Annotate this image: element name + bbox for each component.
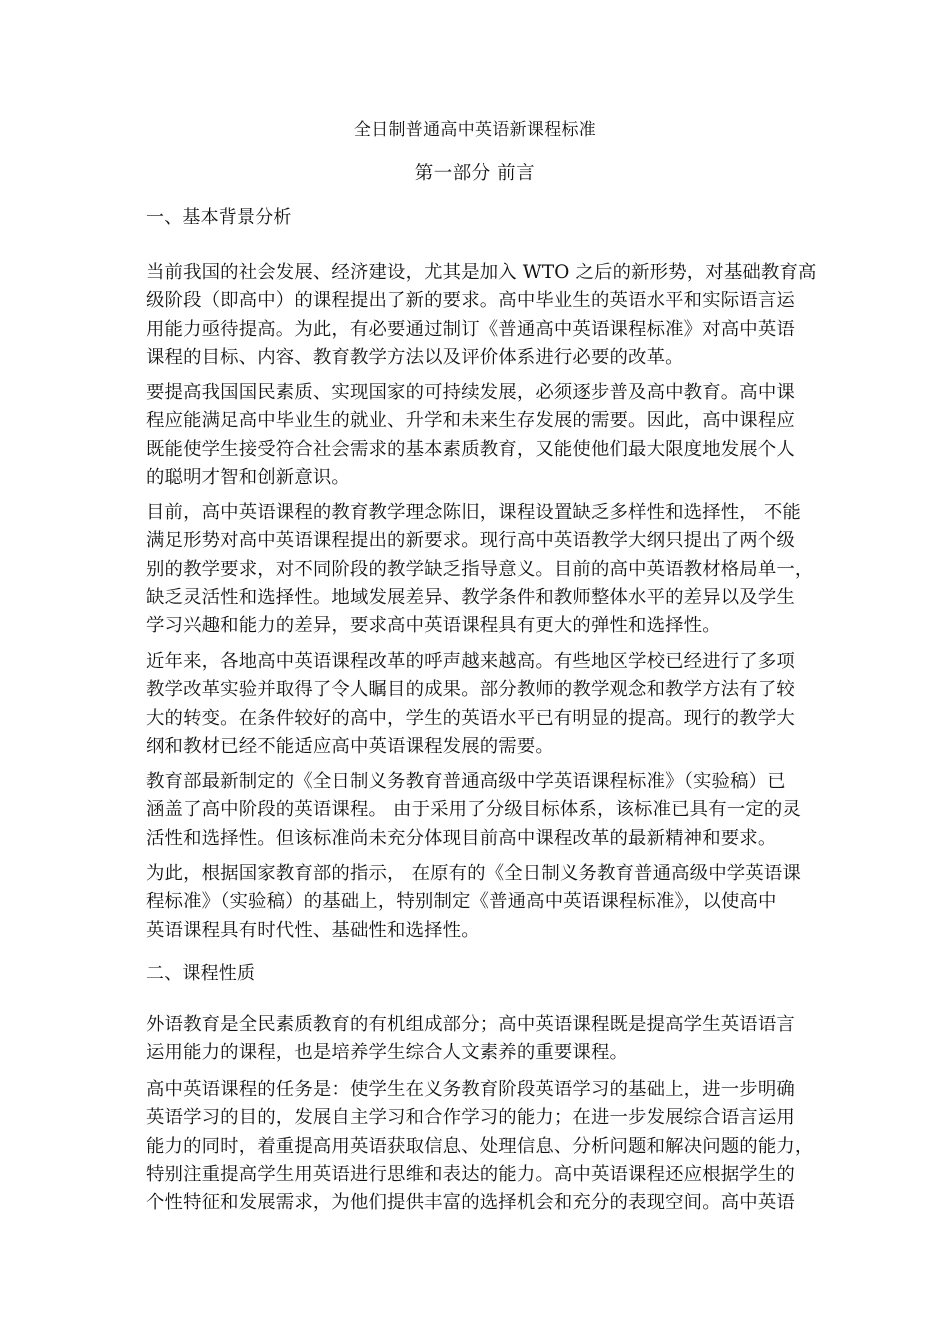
text-line: 外语教育是全民素质教育的有机组成部分；高中英语课程既是提高学生英语语言 xyxy=(146,1014,795,1035)
text-line: 英语学习的目的，发展自主学习和合作学习的能力；在进一步发展综合语言运用 xyxy=(146,1107,795,1129)
text-line: 近年来，各地高中英语课程改革的呼声越来越高。有些地区学校已经进行了多项 xyxy=(146,651,795,672)
text-line: 级阶段（即高中）的课程提出了新的要求。高中毕业生的英语水平和实际语言运 xyxy=(146,290,795,312)
paragraph-background-1 xyxy=(146,259,816,372)
text-line: 当前我国的社会发展、经济建设，尤其是加入 WTO 之后的新形势，对基础教育高 xyxy=(146,262,817,283)
paragraph-nature-1 xyxy=(146,1011,816,1068)
section-heading-nature: 二、课程性质 xyxy=(146,963,256,984)
text-line: 程应能满足高中毕业生的就业、升学和未来生存发展的需要。因此，高中课程应 xyxy=(146,410,795,432)
text-line: 运用能力的课程，也是培养学生综合人文素养的重要课程。 xyxy=(146,1042,629,1064)
text-line: 能力的同时，着重提高用英语获取信息、处理信息、分析问题和解决问题的能力， xyxy=(146,1135,814,1157)
text-line: 教学改革实验并取得了令人瞩目的成果。部分教师的教学观念和教学方法有了较 xyxy=(146,679,795,701)
text-line: 目前，高中英语课程的教育教学理念陈旧，课程设置缺乏多样性和选择性， 不能 xyxy=(146,502,801,523)
paragraph-background-3 xyxy=(146,499,816,640)
section-heading-background: 一、基本背景分析 xyxy=(146,207,292,228)
part-title: 第一部分 前言 xyxy=(414,163,536,184)
text-line: 大的转变。在条件较好的高中，学生的英语水平已有明显的提高。现行的教学大 xyxy=(146,707,795,729)
paragraph-nature-2 xyxy=(146,1076,816,1217)
text-line: 学习兴趣和能力的差异，要求高中英语课程具有更大的弹性和选择性。 xyxy=(146,615,721,637)
text-line: 高中英语课程的任务是：使学生在义务教育阶段英语学习的基础上，进一步明确 xyxy=(146,1079,795,1100)
text-line: 英语课程具有时代性、基础性和选择性。 xyxy=(146,919,480,941)
paragraph-background-4 xyxy=(146,648,816,761)
document-title: 全日制普通高中英语新课程标准 xyxy=(353,120,597,140)
paragraph-background-2 xyxy=(146,379,816,492)
paragraph-background-5 xyxy=(146,768,816,853)
text-line: 程标准》（实验稿）的基础上，特别制定《普通高中英语课程标准》，以使高中 xyxy=(146,891,777,913)
text-line: 个性特征和发展需求，为他们提供丰富的选择机会和充分的表现空间。高中英语 xyxy=(146,1192,795,1214)
text-line: 为此，根据国家教育部的指示， 在原有的《全日制义务教育普通高级中学英语课 xyxy=(146,863,801,884)
text-line: 活性和选择性。但该标准尚未充分体现目前高中课程改革的最新精神和要求。 xyxy=(146,827,777,849)
paragraph-background-6 xyxy=(146,860,816,945)
text-line: 纲和教材已经不能适应高中英语课程发展的需要。 xyxy=(146,735,554,757)
text-line: 用能力亟待提高。为此，有必要通过制订《普通高中英语课程标准》对高中英语 xyxy=(146,318,795,340)
text-line: 特别注重提高学生用英语进行思维和表达的能力。高中英语课程还应根据学生的 xyxy=(146,1163,795,1185)
text-line: 教育部最新制定的《全日制义务教育普通高级中学英语课程标准》（实验稿）已 xyxy=(146,771,786,792)
text-line: 的聪明才智和创新意识。 xyxy=(146,466,350,488)
text-line: 满足形势对高中英语课程提出的新要求。现行高中英语教学大纲只提出了两个级 xyxy=(146,530,795,552)
text-line: 要提高我国国民素质、实现国家的可持续发展，必须逐步普及高中教育。高中课 xyxy=(146,382,795,403)
text-line: 缺乏灵活性和选择性。地域发展差异、教学条件和教师整体水平的差异以及学生 xyxy=(146,586,795,608)
text-line: 涵盖了高中阶段的英语课程。 由于采用了分级目标体系，该标准已具有一定的灵 xyxy=(146,799,801,821)
text-line: 课程的目标、内容、教育教学方法以及评价体系进行必要的改革。 xyxy=(146,346,684,368)
text-line: 既能使学生接受符合社会需求的基本素质教育，又能使他们最大限度地发展个人 xyxy=(146,438,795,460)
text-line: 别的教学要求，对不同阶段的教学缺乏指导意义。目前的高中英语教材格局单一， xyxy=(146,558,814,580)
